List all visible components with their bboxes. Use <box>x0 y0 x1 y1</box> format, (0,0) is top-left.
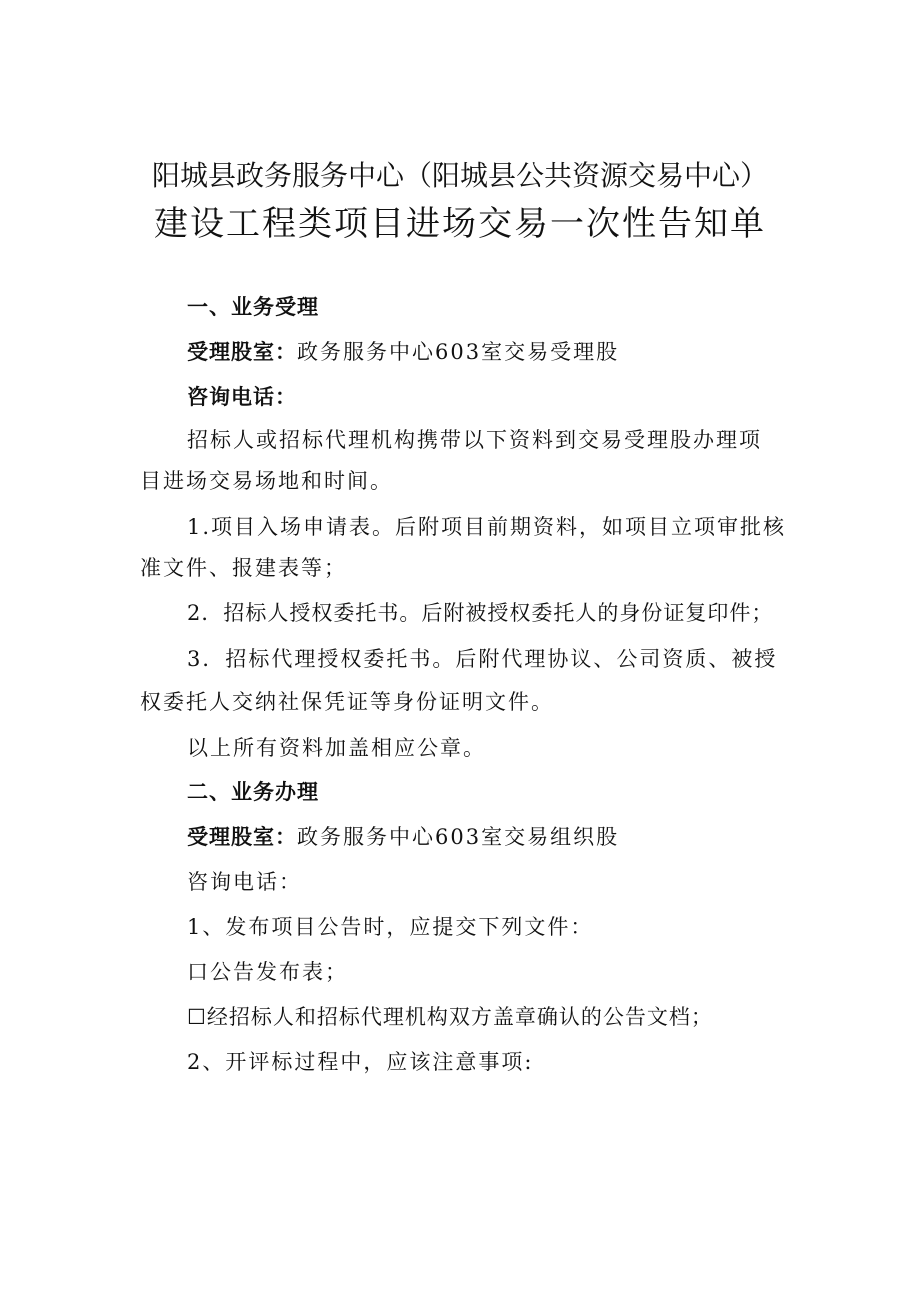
section-2-checkbox-2: ☐经招标人和招标代理机构双方盖章确认的公告文档； <box>187 1005 713 1029</box>
section-1-item-1-line-1: 1.项目入场申请表。后附项目前期资料，如项目立项审批核 <box>187 515 787 539</box>
section-1-office-label: 受理股室： <box>187 340 297 364</box>
section-1-heading: 一、业务受理 <box>187 295 319 319</box>
section-2-item-2: 2、开评标过程中，应该注意事项: <box>187 1050 534 1074</box>
section-2-checkbox-1: 口公告发布表； <box>187 960 348 984</box>
document-title-line-1: 阳城县政务服务中心（阳城县公共资源交易中心） <box>151 159 768 192</box>
document-title-line-2: 建设工程类项目进场交易一次性告知单 <box>154 204 766 244</box>
section-2-office-label: 受理股室： <box>187 825 297 849</box>
section-1-office-value: 政务服务中心603室交易受理股 <box>297 340 620 364</box>
section-2-heading: 二、业务办理 <box>187 780 319 804</box>
section-1-office <box>187 337 797 367</box>
section-2-office <box>187 822 797 852</box>
section-2-item-1: 1、发布项目公告时，应提交下列文件： <box>187 915 594 939</box>
section-1-item-3-line-1: 3．招标代理授权委托书。后附代理协议、公司资质、被授 <box>187 647 778 671</box>
section-1-note: 以上所有资料加盖相应公章。 <box>187 736 486 760</box>
section-1-item-2: 2．招标人授权委托书。后附被授权委托人的身份证复印件； <box>187 601 774 625</box>
section-2-phone-label: 咨询电话： <box>187 870 302 894</box>
section-1-phone-label: 咨询电话： <box>187 385 297 409</box>
section-1-item-3-line-2: 权委托人交纳社保凭证等身份证明文件。 <box>140 690 554 714</box>
section-1-intro-line-1: 招标人或招标代理机构携带以下资料到交易受理股办理项 <box>187 428 762 452</box>
section-1-item-1-line-2: 准文件、报建表等； <box>140 556 347 580</box>
section-1-intro-line-2: 目进场交易场地和时间。 <box>140 469 393 493</box>
section-2-office-value: 政务服务中心603室交易组织股 <box>297 825 620 849</box>
